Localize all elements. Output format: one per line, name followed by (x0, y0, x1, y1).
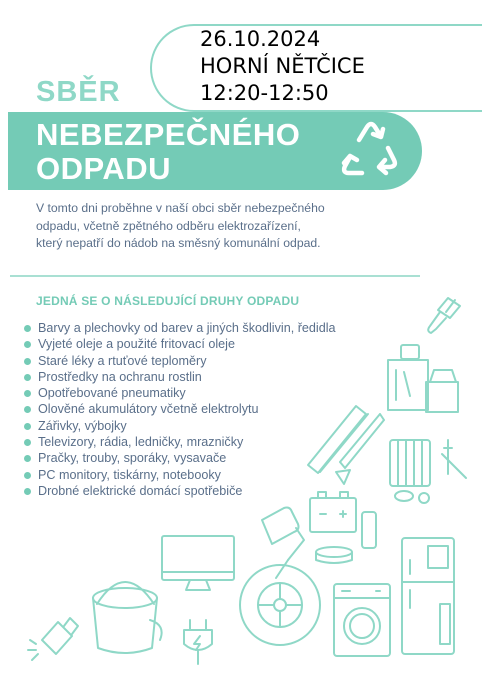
event-place: HORNÍ NĚTČICE (200, 54, 365, 78)
list-item: Barvy a plechovky od barev a jiných škodlivin, ředidla (22, 320, 336, 336)
title-line-2: ODPADU (36, 151, 172, 186)
intro-line: který nepatří do nádob na směsný komunální odpad. (36, 236, 321, 250)
intro-line: V tomto dni proběhne v naší obci sběr nebezpečného (36, 201, 325, 215)
list-item: Drobné elektrické domácí spotřebiče (22, 483, 336, 499)
list-item: Staré léky a rtuťové teploměry (22, 353, 336, 369)
intro-line: odpadu, včetně zpětného odběru elektrozařízení, (36, 218, 301, 233)
fridge-icon (402, 538, 454, 654)
list-item: Opotřebované pneumatiky (22, 385, 336, 401)
plug-icon (184, 620, 212, 664)
washing-machine-icon (334, 584, 390, 656)
title-line-1: NEBEZPEČNÉHO (36, 117, 301, 152)
list-item: Vyjeté oleje a použité fritovací oleje (22, 336, 336, 352)
monitor-icon (162, 536, 234, 590)
tire-icon (240, 565, 320, 645)
list-item: Zářivky, výbojky (22, 418, 336, 434)
medicine-icon (390, 440, 466, 503)
paint-brush-icon (428, 298, 460, 333)
heading-small: SBĚR (36, 76, 121, 108)
list-heading: JEDNÁ SE O NÁSLEDUJÍCÍ DRUHY ODPADU (36, 294, 300, 308)
list-item: Pračky, trouby, sporáky, vysavače (22, 450, 336, 466)
oil-bottle-icon (388, 345, 458, 412)
battery-icon (310, 492, 376, 563)
event-date: 26.10.2024 (200, 27, 321, 51)
event-time: 12:20-12:50 (200, 81, 329, 105)
fluorescent-tube-icon (308, 406, 384, 484)
list-item: Televizory, rádia, ledničky, mrazničky (22, 434, 336, 450)
list-item: Prostředky na ochranu rostlin (22, 369, 336, 385)
paint-bucket-icon (93, 582, 162, 653)
list-item: PC monitory, tiskárny, notebooky (22, 467, 336, 483)
spray-can-icon (28, 618, 78, 660)
list-item: Olověné akumulátory včetně elektrolytu (22, 401, 336, 417)
